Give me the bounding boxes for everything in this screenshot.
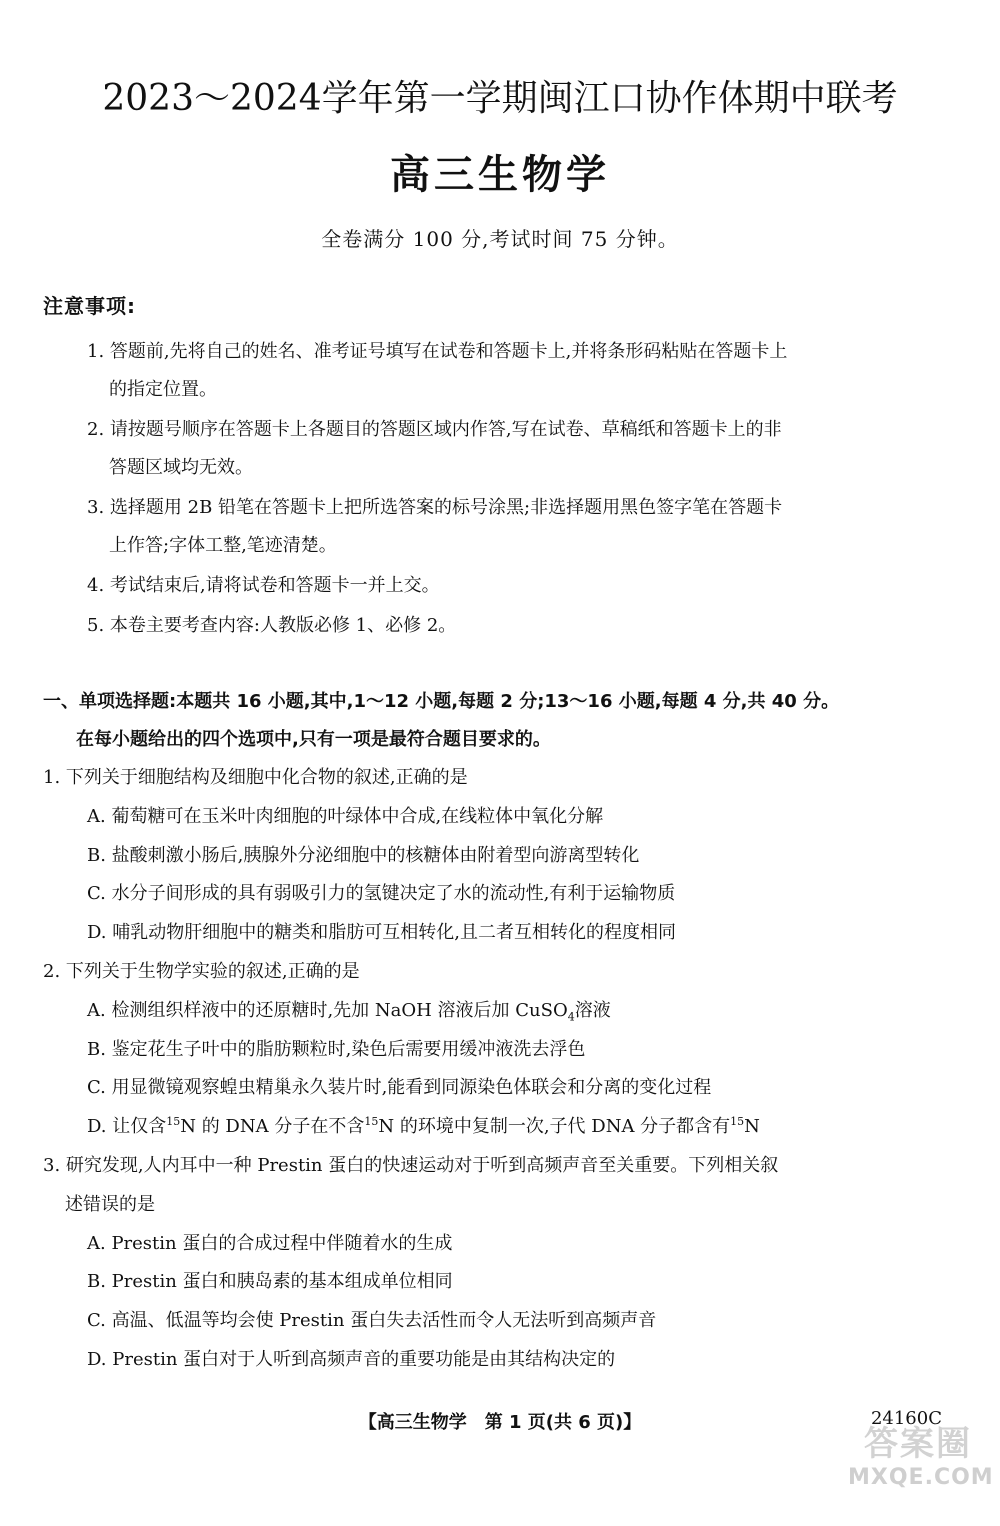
subscript: 4 [567, 1010, 575, 1024]
option-d [43, 1108, 963, 1147]
section-heading-line: 一、单项选择题:本题共 16 小题,其中,1～12 小题,每题 2 分;13～16 小题,每题 4 分,共 40 分。 [43, 691, 840, 712]
question-list [43, 759, 963, 1380]
question-stem-cont: 述错误的是 [65, 1193, 155, 1215]
notice-item [87, 607, 957, 645]
notice-heading: 注意事项: [43, 294, 136, 318]
option-text: N [744, 1116, 760, 1138]
footer-exam-code: 24160C [870, 1408, 942, 1429]
question-stem: 3. 研究发现,人内耳中一种 Prestin 蛋白的快速运动对于听到高频声音至关重要。下列相关叙 [43, 1154, 779, 1176]
section-heading-line: 在每小题给出的四个选项中,只有一项是最符合题目要求的。 [76, 729, 551, 750]
exam-info: 全卷满分 100 分,考试时间 75 分钟。 [321, 227, 679, 251]
option-b: B. 鉴定花生子叶中的脂肪颗粒时,染色后需要用缓冲液洗去浮色 [87, 1038, 586, 1060]
notice-item-line: 2. 请按题号顺序在答题卡上各题目的答题区域内作答,写在试卷、草稿纸和答题卡上的非 [87, 419, 782, 440]
option-text: 溶液 [574, 999, 611, 1021]
watermark-logo [848, 1416, 994, 1516]
notice-list [87, 333, 957, 647]
option-d: D. 哺乳动物肝细胞中的糖类和脂肪可互相转化,且二者互相转化的程度相同 [87, 922, 676, 944]
option-b: B. Prestin 蛋白和胰岛素的基本组成单位相同 [87, 1271, 453, 1293]
option-c: C. 水分子间形成的具有弱吸引力的氢键决定了水的流动性,有利于运输物质 [87, 883, 676, 905]
question-1 [43, 759, 963, 953]
notice-item [87, 333, 957, 409]
watermark-url: MXQE.COM [848, 1465, 994, 1490]
question-stem: 1. 下列关于细胞结构及细胞中化合物的叙述,正确的是 [43, 767, 468, 788]
option-text: A. 检测组织样液中的还原糖时,先加 NaOH 溶液后加 CuSO [87, 999, 568, 1021]
superscript: 15 [364, 1115, 379, 1129]
notice-item-line: 4. 考试结束后,请将试卷和答题卡一并上交。 [87, 575, 440, 596]
question-3 [43, 1147, 963, 1380]
option-b: B. 盐酸刺激小肠后,胰腺外分泌细胞中的核糖体由附着型向游离型转化 [87, 844, 640, 866]
option-text: D. 让仅含 [87, 1116, 167, 1138]
section-heading [43, 683, 963, 759]
notice-item [87, 411, 957, 487]
option-text: N 的 DNA 分子在不含 [180, 1116, 365, 1138]
question-stem: 2. 下列关于生物学实验的叙述,正确的是 [43, 960, 360, 982]
exam-title: 2023～2024学年第一学期闽江口协作体期中联考 [102, 78, 898, 119]
option-c: C. 用显微镜观察蝗虫精巢永久装片时,能看到同源染色体联会和分离的变化过程 [87, 1077, 712, 1099]
superscript: 15 [730, 1115, 745, 1129]
notice-item [87, 489, 957, 565]
option-a: A. 葡萄糖可在玉米叶肉细胞的叶绿体中合成,在线粒体中氧化分解 [87, 805, 604, 827]
superscript: 15 [166, 1115, 181, 1129]
option-c: C. 高温、低温等均会使 Prestin 蛋白失去活性而令人无法听到高频声音 [87, 1310, 657, 1332]
notice-item-line: 1. 答题前,先将自己的姓名、准考证号填写在试卷和答题卡上,并将条形码粘贴在答题卡上 [87, 341, 788, 362]
notice-item-line: 的指定位置。 [109, 379, 217, 400]
question-2 [43, 953, 963, 1147]
option-d: D. Prestin 蛋白对于人听到高频声音的重要功能是由其结构决定的 [87, 1348, 616, 1370]
option-a [43, 992, 963, 1031]
watermark-logo-text: 答案圈 [864, 1424, 972, 1464]
footer-page-info: 【高三生物学 第 1 页(共 6 页)】 [358, 1412, 642, 1433]
notice-item-line: 3. 选择题用 2B 铅笔在答题卡上把所选答案的标号涂黑;非选择题用黑色签字笔在答题卡 [87, 497, 783, 518]
subject-title: 高三生物学 [390, 152, 610, 198]
notice-item-line: 5. 本卷主要考查内容:人教版必修 1、必修 2。 [87, 615, 457, 636]
notice-item-line: 上作答;字体工整,笔迹清楚。 [109, 535, 337, 556]
option-text: N 的环境中复制一次,子代 DNA 分子都含有 [378, 1116, 731, 1138]
option-a: A. Prestin 蛋白的合成过程中伴随着水的生成 [87, 1232, 453, 1254]
notice-item [87, 567, 957, 605]
notice-item-line: 答题区域均无效。 [109, 457, 253, 478]
